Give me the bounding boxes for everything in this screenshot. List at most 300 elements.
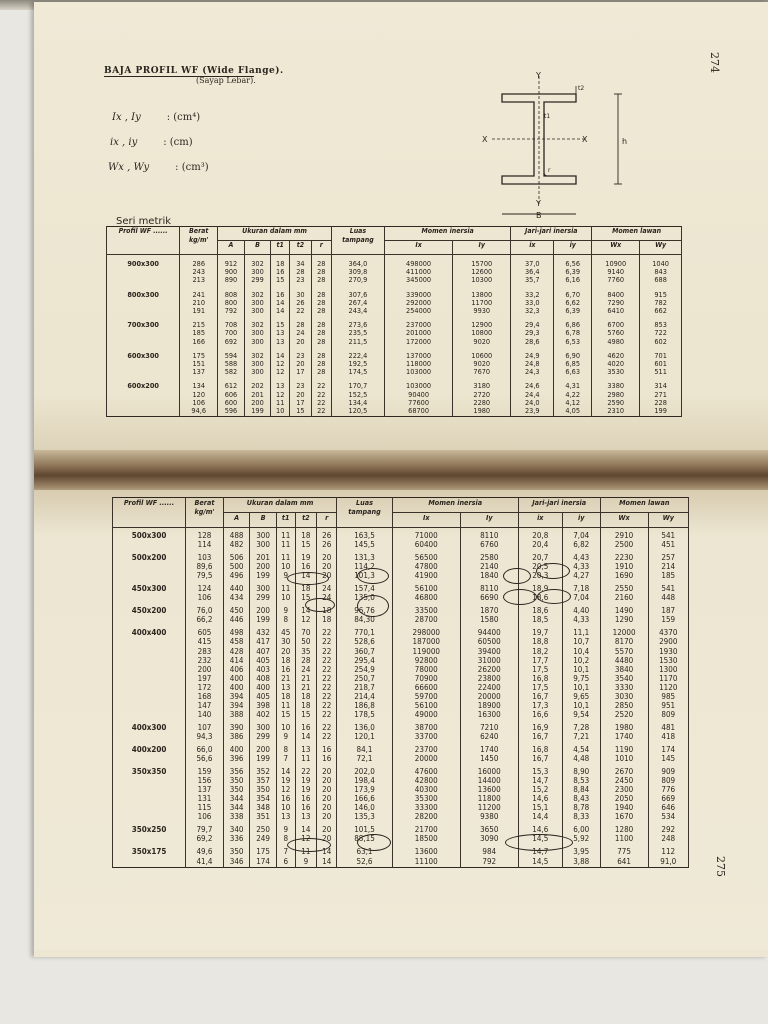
h-label: h <box>622 137 628 146</box>
col-A: A <box>223 513 249 528</box>
cell-t1: 14 12 12 <box>271 347 290 378</box>
table-row <box>113 720 689 742</box>
cell-berat: 159 156 137 131 115 106 <box>186 764 224 822</box>
col-jari: Jari-jari inersia <box>511 227 592 241</box>
cell-iy: 6,86 6,78 6,53 <box>554 316 592 347</box>
cell-luas: 101,5 88,15 <box>337 822 392 844</box>
r-label: r <box>548 167 551 174</box>
cell-Wy: 481 418 <box>648 720 688 742</box>
table-row <box>113 581 689 603</box>
page-subtitle: (Sayap Lebar). <box>196 76 256 85</box>
cell-Wx: 1490 1290 <box>600 603 648 625</box>
cell-ix: 15,3 14,7 15,2 14,6 15,1 14,4 <box>518 764 562 822</box>
cell-Ix: 498000 411000 345000 <box>384 255 452 286</box>
t2-label: t2 <box>578 85 585 92</box>
cell-r: 28 28 28 <box>311 255 331 286</box>
cell-Iy: 94400 60500 39400 31000 26200 23800 22400 20000 18900 16300 <box>460 625 518 719</box>
cell-t2: 14 12 <box>295 822 316 844</box>
cell-Ix: 237000 201000 172000 <box>384 316 452 347</box>
cell-profil: 400x400 <box>113 625 186 719</box>
legend-unit: : (cm⁴) <box>166 112 201 123</box>
cell-berat: 49,6 41,4 <box>186 844 224 867</box>
cell-Wx: 2670 2450 2300 2050 1940 1670 <box>600 764 648 822</box>
cell-r: 14 14 <box>317 844 337 867</box>
pen-circle <box>505 834 573 851</box>
pen-circle <box>357 834 391 851</box>
x-left-label: X <box>482 135 488 144</box>
cell-Iy: 3650 3090 <box>460 822 518 844</box>
cell-Wy: 257 214 185 <box>648 550 688 581</box>
table-row <box>113 625 689 719</box>
pen-circle <box>503 568 531 584</box>
cell-ix: 19,7 18,8 18,2 17,7 17,5 16,8 17,5 16,7 17,3 16,6 <box>518 625 562 719</box>
cell-t1: 9 8 <box>276 603 295 625</box>
legend-unit: : (cm) <box>163 137 193 148</box>
cell-r: 26 26 <box>317 528 337 551</box>
legend-radius <box>110 137 193 148</box>
cell-t1: 15 13 13 <box>271 316 290 347</box>
cell-luas: 96,76 84,30 <box>337 603 392 625</box>
cell-luas: 307,6 267,4 243,4 <box>331 286 384 317</box>
cell-berat: 241 210 191 <box>180 286 218 317</box>
cell-Ix: 38700 33700 <box>392 720 460 742</box>
cell-berat: 605 415 283 232 200 197 172 168 147 140 <box>186 625 224 719</box>
cell-profil: 500x200 <box>113 550 186 581</box>
cell-profil: 600x200 <box>107 377 180 416</box>
col-Iy: Iy <box>453 241 511 255</box>
cell-profil: 500x300 <box>113 528 186 551</box>
cell-iy: 6,90 6,85 6,63 <box>554 347 592 378</box>
cell-Wx: 775 641 <box>600 844 648 867</box>
table-row <box>107 316 682 347</box>
cell-berat: 175 151 137 <box>180 347 218 378</box>
cell-Wy: 1040 843 688 <box>640 255 682 286</box>
cell-B: 300 300 <box>250 528 276 551</box>
cell-t2: 13 11 <box>295 742 316 764</box>
cell-A: 356 350 350 344 344 338 <box>223 764 249 822</box>
series-label: Seri metrik <box>116 216 172 227</box>
cell-Wy: 4370 2900 1930 1530 1300 1170 1120 985 951 809 <box>648 625 688 719</box>
col-iy: iy <box>554 241 592 255</box>
cell-iy: 4,40 4,33 <box>562 603 600 625</box>
wf-table-bottom <box>112 497 689 868</box>
cell-berat: 124 106 <box>186 581 224 603</box>
cell-profil: 350x250 <box>113 822 186 844</box>
cell-ix: 33,2 33,0 32,3 <box>511 286 554 317</box>
cell-Wx: 1280 1100 <box>600 822 648 844</box>
cell-Wy: 541 451 <box>648 528 688 551</box>
table-top-body <box>107 255 682 417</box>
cell-t2: 14 12 <box>295 603 316 625</box>
col-t1: t1 <box>271 241 290 255</box>
legend-symbol: ix , iy <box>110 137 138 148</box>
cell-ix: 20,7 20,5 20,3 <box>518 550 562 581</box>
cell-A: 594 588 582 <box>218 347 245 378</box>
cell-Iy: 984 792 <box>460 844 518 867</box>
cell-profil: 400x200 <box>113 742 186 764</box>
cell-Iy: 7210 6240 <box>460 720 518 742</box>
y-bottom-label: Y <box>536 199 541 208</box>
wf-table-top <box>106 226 682 417</box>
legend-section-modulus <box>108 162 209 173</box>
cell-luas: 136,0 120,1 <box>337 720 392 742</box>
cell-berat: 66,0 56,6 <box>186 742 224 764</box>
cell-t1: 8 7 <box>276 742 295 764</box>
cell-ix: 14,7 14,5 <box>518 844 562 867</box>
cell-B: 175 174 <box>250 844 276 867</box>
cell-ix: 37,0 36,4 35,7 <box>511 255 554 286</box>
table-row <box>107 255 682 286</box>
cell-profil: 350x175 <box>113 844 186 867</box>
cell-ix: 18,9 18,6 <box>518 581 562 603</box>
cell-B: 300 299 <box>250 581 276 603</box>
cell-profil: 450x300 <box>113 581 186 603</box>
cell-Ix: 47600 42800 40300 35300 33300 28200 <box>392 764 460 822</box>
col-profil: Profil WF ...... <box>107 227 180 255</box>
col-momen-lawan: Momen lawan <box>600 498 688 513</box>
table-row <box>107 377 682 416</box>
col-berat: Berat kg/m' <box>180 227 218 255</box>
cell-A: 912 900 890 <box>218 255 245 286</box>
cell-Iy: 10600 9020 7670 <box>453 347 511 378</box>
cell-profil: 350x350 <box>113 764 186 822</box>
col-Ix: Ix <box>384 241 452 255</box>
col-ix: ix <box>518 513 562 528</box>
cell-t2: 70 50 35 28 24 21 21 18 18 15 <box>295 625 316 719</box>
cell-luas: 63,1 52,6 <box>337 844 392 867</box>
cell-berat: 79,7 69,2 <box>186 822 224 844</box>
cell-r: 28 28 28 <box>311 347 331 378</box>
legend-inertia <box>112 112 200 123</box>
cell-r: 18 18 <box>317 603 337 625</box>
pen-circle <box>287 838 331 852</box>
col-t2: t2 <box>295 513 316 528</box>
cell-iy: 7,04 6,82 <box>562 528 600 551</box>
cell-Ix: 13600 11100 <box>392 844 460 867</box>
cell-B: 302 300 300 <box>244 347 271 378</box>
y-top-label: Y <box>536 72 541 80</box>
cell-A: 450 446 <box>223 603 249 625</box>
cell-A: 400 396 <box>223 742 249 764</box>
cell-ix: 29,4 29,3 28,6 <box>511 316 554 347</box>
cell-luas: 157,4 135,0 <box>337 581 392 603</box>
cell-berat: 215 185 166 <box>180 316 218 347</box>
cell-Ix: 56500 47800 41900 <box>392 550 460 581</box>
cell-Iy: 15700 12600 10300 <box>453 255 511 286</box>
pen-circle <box>305 598 335 612</box>
cell-Ix: 298000 187000 119000 92800 78000 70900 66600 59700 56100 49000 <box>392 625 460 719</box>
cell-t1: 7 6 <box>276 844 295 867</box>
table-bottom-body <box>113 528 689 868</box>
cell-luas: 84,1 72,1 <box>337 742 392 764</box>
cell-Ix: 23700 20000 <box>392 742 460 764</box>
col-Wy: Wy <box>648 513 688 528</box>
page-title: BAJA PROFIL WF (Wide Flange). <box>104 66 284 76</box>
col-Wy: Wy <box>640 241 682 255</box>
cell-t2: 23 20 17 <box>290 347 311 378</box>
cell-t2: 18 15 <box>295 581 316 603</box>
cell-iy: 3,95 3,88 <box>562 844 600 867</box>
cell-luas: 163,5 145,5 <box>337 528 392 551</box>
cell-A: 708 700 692 <box>218 316 245 347</box>
cell-profil: 800x300 <box>107 286 180 317</box>
cell-luas: 222,4 192,5 174,5 <box>331 347 384 378</box>
cell-t2: 22 19 19 16 16 13 <box>295 764 316 822</box>
cell-t2: 23 20 17 15 <box>290 377 311 416</box>
cell-iy: 7,18 7,04 <box>562 581 600 603</box>
cell-t1: 16 14 14 <box>271 286 290 317</box>
cell-r: 16 16 <box>317 742 337 764</box>
col-Wx: Wx <box>592 241 640 255</box>
cell-B: 432 417 407 405 403 408 400 405 398 402 <box>250 625 276 719</box>
cell-Wy: 701 601 511 <box>640 347 682 378</box>
col-profil: Profil WF ...... <box>113 498 186 528</box>
col-ukuran: Ukuran dalam mm <box>218 227 332 241</box>
col-momen-lawan: Momen lawan <box>592 227 682 241</box>
cell-iy: 6,00 5,92 <box>562 822 600 844</box>
cell-Wy: 174 145 <box>648 742 688 764</box>
cell-A: 808 800 792 <box>218 286 245 317</box>
cell-Wy: 541 448 <box>648 581 688 603</box>
col-t2: t2 <box>290 241 311 255</box>
col-Iy: Iy <box>460 513 518 528</box>
cell-t1: 11 10 9 <box>276 550 295 581</box>
t1-label: t1 <box>544 113 551 120</box>
cell-B: 300 299 <box>250 720 276 742</box>
legend-symbol: Ix , Iy <box>112 112 141 123</box>
cell-ix: 16,8 16,7 <box>518 742 562 764</box>
cell-r: 20 20 20 20 20 20 <box>317 764 337 822</box>
cell-Wy: 187 159 <box>648 603 688 625</box>
col-jari: Jari-jari inersia <box>518 498 600 513</box>
cell-r: 28 28 28 <box>311 286 331 317</box>
cell-r: 22 22 22 22 <box>311 377 331 416</box>
cell-berat: 103 89,6 79,5 <box>186 550 224 581</box>
cell-profil: 900x300 <box>107 255 180 286</box>
cell-iy: 7,28 7,21 <box>562 720 600 742</box>
cell-luas: 770,1 528,6 360,7 295,4 254,9 250,7 218,7 214,4 186,8 178,5 <box>337 625 392 719</box>
cell-luas: 364,0 309,8 270,9 <box>331 255 384 286</box>
col-Wx: Wx <box>600 513 648 528</box>
cell-luas: 202,0 198,4 173,9 166,6 146,0 135,3 <box>337 764 392 822</box>
col-t1: t1 <box>276 513 295 528</box>
table-row <box>107 347 682 378</box>
cell-A: 350 346 <box>223 844 249 867</box>
cell-Wy: 112 91,0 <box>648 844 688 867</box>
cell-ix: 16,9 16,7 <box>518 720 562 742</box>
cell-B: 352 357 350 354 348 351 <box>250 764 276 822</box>
cell-A: 488 482 <box>223 528 249 551</box>
cell-r: 22 22 22 22 22 22 22 22 22 22 <box>317 625 337 719</box>
cell-A: 506 500 496 <box>223 550 249 581</box>
pen-circle <box>287 572 329 585</box>
cell-Ix: 137000 118000 103000 <box>384 347 452 378</box>
cell-B: 200 199 <box>250 603 276 625</box>
wf-section-diagram <box>478 72 638 222</box>
cell-A: 440 434 <box>223 581 249 603</box>
cell-Iy: 12900 10800 9020 <box>453 316 511 347</box>
col-berat: Berat kg/m' <box>186 498 224 528</box>
cell-t2: 16 14 <box>295 720 316 742</box>
table-row <box>113 603 689 625</box>
cell-t1: 18 16 15 <box>271 255 290 286</box>
cell-ix: 24,9 24,8 24,3 <box>511 347 554 378</box>
cell-r: 28 28 28 <box>311 316 331 347</box>
cell-B: 302 300 300 <box>244 286 271 317</box>
table-row <box>113 844 689 867</box>
cell-iy: 4,31 4,22 4,12 4,05 <box>554 377 592 416</box>
cell-berat: 128 114 <box>186 528 224 551</box>
cell-r: 24 24 <box>317 581 337 603</box>
cell-Ix: 103000 90400 77600 68700 <box>384 377 452 416</box>
page-number-bottom: 275 <box>714 856 727 877</box>
cell-Wx: 12000 8170 5570 4480 3840 3540 3330 3030 2850 2520 <box>600 625 648 719</box>
cell-t2: 34 28 23 <box>290 255 311 286</box>
cell-Ix: 33500 28700 <box>392 603 460 625</box>
cell-Wy: 853 722 602 <box>640 316 682 347</box>
pen-circle <box>503 589 537 605</box>
cell-Wx: 10900 9140 7760 <box>592 255 640 286</box>
col-momen-inersia: Momen inersia <box>384 227 510 241</box>
cell-t2: 18 15 <box>295 528 316 551</box>
table-row <box>113 528 689 551</box>
cell-Ix: 21700 18500 <box>392 822 460 844</box>
cell-luas: 170,7 152,5 134,4 120,5 <box>331 377 384 416</box>
cell-Wy: 292 248 <box>648 822 688 844</box>
cell-Wy: 314 271 228 199 <box>640 377 682 416</box>
cell-B: 302 300 299 <box>244 255 271 286</box>
cell-Wx: 1190 1010 <box>600 742 648 764</box>
table-row <box>107 286 682 317</box>
col-ukuran: Ukuran dalam mm <box>223 498 336 513</box>
cell-Wx: 6700 5760 4980 <box>592 316 640 347</box>
cell-Iy: 13800 11700 9930 <box>453 286 511 317</box>
cell-Wy: 909 809 776 669 646 534 <box>648 764 688 822</box>
cell-profil: 400x300 <box>113 720 186 742</box>
cell-Wx: 8400 7290 6410 <box>592 286 640 317</box>
col-Ix: Ix <box>392 513 460 528</box>
cell-Iy: 16000 14400 13600 11800 11200 9380 <box>460 764 518 822</box>
cell-r: 20 20 <box>317 822 337 844</box>
cell-Iy: 1870 1580 <box>460 603 518 625</box>
cell-Wx: 1980 1740 <box>600 720 648 742</box>
cell-Wy: 915 782 662 <box>640 286 682 317</box>
cell-berat: 76,0 66,2 <box>186 603 224 625</box>
cell-Ix: 56100 46800 <box>392 581 460 603</box>
cell-t2: 11 9 <box>295 844 316 867</box>
cell-Iy: 8110 6690 <box>460 581 518 603</box>
cell-Wx: 2230 1910 1690 <box>600 550 648 581</box>
cell-iy: 4,43 4,33 4,27 <box>562 550 600 581</box>
cell-iy: 4,54 4,48 <box>562 742 600 764</box>
cell-Wx: 2910 2500 <box>600 528 648 551</box>
cell-Ix: 71000 60400 <box>392 528 460 551</box>
cell-A: 498 458 428 414 406 400 400 394 394 388 <box>223 625 249 719</box>
cell-r: 20 20 20 <box>317 550 337 581</box>
cell-r: 22 22 <box>317 720 337 742</box>
col-ix: ix <box>511 241 554 255</box>
cell-luas: 131,3 114,2 101,3 <box>337 550 392 581</box>
cell-ix: 14,6 14,5 <box>518 822 562 844</box>
cell-t1: 14 19 12 16 10 13 <box>276 764 295 822</box>
cell-B: 250 249 <box>250 822 276 844</box>
page-number-top: 274 <box>708 52 721 73</box>
cell-Iy: 8110 6760 <box>460 528 518 551</box>
cell-luas: 273,6 235,5 211,5 <box>331 316 384 347</box>
col-B: B <box>244 241 271 255</box>
cell-iy: 6,70 6,62 6,39 <box>554 286 592 317</box>
b-label: B <box>536 211 542 220</box>
cell-Wx: 2550 2160 <box>600 581 648 603</box>
cell-Ix: 339000 292000 254000 <box>384 286 452 317</box>
col-iy: iy <box>562 513 600 528</box>
cell-iy: 8,90 8,53 8,84 8,43 8,78 8,33 <box>562 764 600 822</box>
col-B: B <box>250 513 276 528</box>
pen-circle <box>357 595 389 617</box>
table-row <box>113 822 689 844</box>
cell-profil: 700x300 <box>107 316 180 347</box>
cell-A: 612 606 600 596 <box>218 377 245 416</box>
cell-ix: 18,6 18,5 <box>518 603 562 625</box>
cell-B: 201 200 199 <box>250 550 276 581</box>
col-luas: Luas tampang <box>331 227 384 255</box>
legend-symbol: Wx , Wy <box>108 162 150 173</box>
cell-berat: 134 120 106 94,6 <box>180 377 218 416</box>
cell-iy: 11,1 10,7 10,4 10,2 10,1 9,75 10,1 9,65 10,1 9,54 <box>562 625 600 719</box>
table-row <box>113 550 689 581</box>
pen-circle <box>536 563 570 579</box>
cell-t1: 10 9 <box>276 720 295 742</box>
table-row <box>113 764 689 822</box>
cell-t1: 13 12 11 10 <box>271 377 290 416</box>
cell-B: 202 201 200 199 <box>244 377 271 416</box>
col-luas: Luas tampang <box>337 498 392 528</box>
table-row <box>113 742 689 764</box>
cell-t1: 9 8 <box>276 822 295 844</box>
col-r: r <box>311 241 331 255</box>
cell-profil: 450x200 <box>113 603 186 625</box>
cell-B: 302 300 300 <box>244 316 271 347</box>
cell-berat: 286 243 213 <box>180 255 218 286</box>
cell-ix: 24,6 24,4 24,0 23,9 <box>511 377 554 416</box>
cell-ix: 20,8 20,4 <box>518 528 562 551</box>
col-momen-inersia: Momen inersia <box>392 498 518 513</box>
cell-Iy: 2580 2140 1840 <box>460 550 518 581</box>
cell-A: 340 336 <box>223 822 249 844</box>
x-right-label: X <box>582 135 588 144</box>
cell-B: 200 199 <box>250 742 276 764</box>
cell-A: 390 386 <box>223 720 249 742</box>
cell-Wx: 4620 4020 3530 <box>592 347 640 378</box>
cell-profil: 600x300 <box>107 347 180 378</box>
cell-Iy: 3180 2720 2280 1980 <box>453 377 511 416</box>
cell-t2: 28 24 20 <box>290 316 311 347</box>
cell-t1: 11 11 <box>276 528 295 551</box>
cell-iy: 6,56 6,39 6,16 <box>554 255 592 286</box>
cell-t1: 45 30 20 18 16 21 13 18 11 15 <box>276 625 295 719</box>
cell-t1: 11 10 <box>276 581 295 603</box>
col-r: r <box>317 513 337 528</box>
cell-Wx: 3380 2980 2590 2310 <box>592 377 640 416</box>
cell-t2: 19 16 14 <box>295 550 316 581</box>
cell-berat: 107 94,3 <box>186 720 224 742</box>
pen-circle <box>537 589 571 604</box>
col-A: A <box>218 241 245 255</box>
legend-unit: : (cm³) <box>175 162 209 173</box>
cell-Iy: 1740 1450 <box>460 742 518 764</box>
cell-t2: 30 26 22 <box>290 286 311 317</box>
pen-circle <box>357 568 389 584</box>
